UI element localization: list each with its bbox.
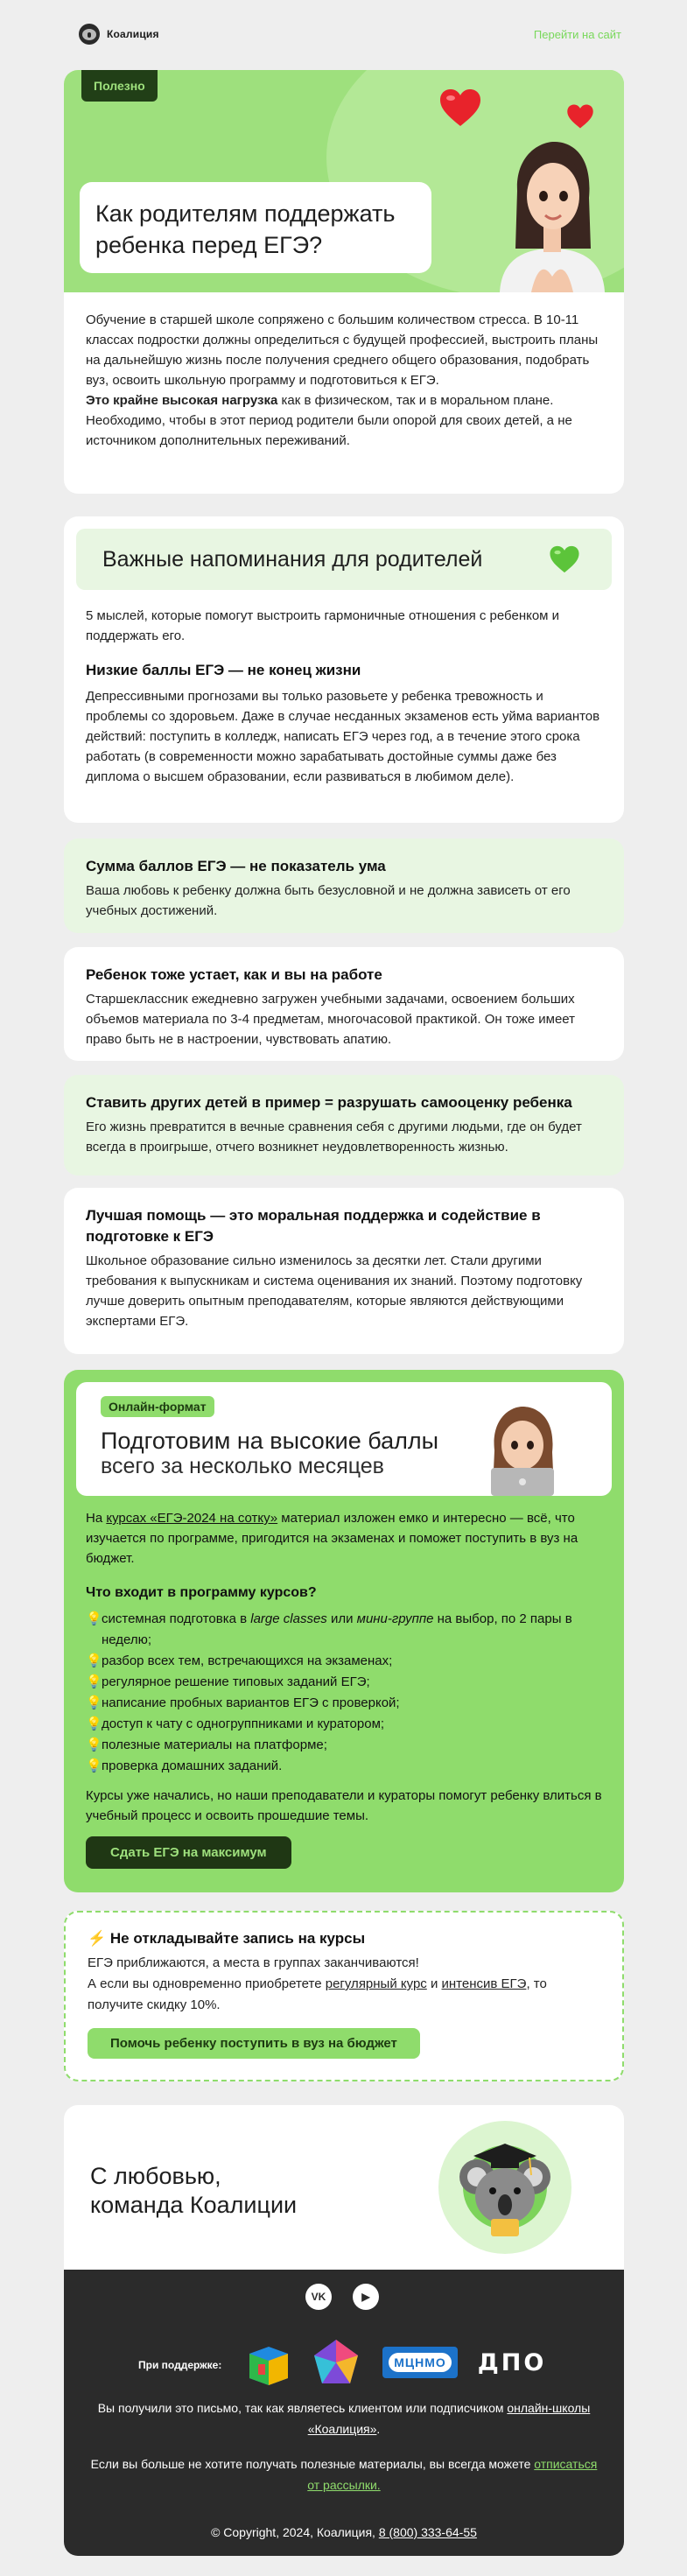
brand[interactable] bbox=[79, 24, 159, 45]
program-item-em-mini: мини-группе bbox=[356, 1611, 434, 1626]
course-banner bbox=[76, 1382, 612, 1496]
signoff-card bbox=[64, 2105, 624, 2270]
load-bold: Это крайне высокая нагрузка bbox=[86, 393, 278, 408]
program-item bbox=[86, 1714, 606, 1735]
reminder-card-3 bbox=[64, 947, 624, 1061]
cube-logo-icon bbox=[242, 2338, 293, 2389]
lightbulb-icon: 💡 bbox=[86, 1716, 102, 1731]
reminder-text-1: Депрессивными прогнозами вы только разовьете у ребенка тревожность и проблемы со здоровьем. Даже в случае несданных экзаменов есть уйма вариантов действий: поступить в колледж, написать ЕГЭ через год, а в течение этого срока работать (в современности можно зарабатывать достойные суммы даже без диплома о высшем образовании, если развиваться в любимом деле). bbox=[86, 689, 600, 784]
take-exam-max-button[interactable]: Сдать ЕГЭ на максимум bbox=[86, 1836, 291, 1869]
support-label: При поддержке: bbox=[138, 2359, 222, 2371]
school-link[interactable]: онлайн-школы «Коалиция» bbox=[307, 2401, 591, 2436]
copyright-text: © Copyright, 2024, Коалиция, bbox=[211, 2525, 379, 2539]
course-intro-post: материал изложен емко и интересно — всё, что изучается по программе, пригодится на экзаменах и поможет поступить в вуз на бюджет. bbox=[86, 1511, 578, 1566]
reminder-text-4: Его жизнь превратится в вечные сравнения себя с другими людьми, где он будет всегда в проигрыше, отчего возникнет неудовлетворенность жизнью. bbox=[86, 1120, 582, 1155]
heart-icon bbox=[438, 88, 482, 128]
dpo-logo: ДПО bbox=[477, 2348, 547, 2376]
reminder-text-3: Старшеклассник ежедневно загружен учебными задачами, освоением больших объемов материала по 3-4 предметам, многочасовой практикой. Он тоже имеет право быть не в настроении, чувствовать апатию. bbox=[86, 992, 576, 1047]
page-title: Как родителям поддержать ребенка перед ЕГЭ? bbox=[95, 200, 396, 258]
program-item bbox=[86, 1735, 606, 1756]
koala-mascot bbox=[438, 2121, 571, 2254]
program-title: Что входит в программу курсов? bbox=[86, 1585, 317, 1600]
hero-body bbox=[64, 292, 624, 451]
pentagon-logo-icon bbox=[311, 2336, 361, 2389]
lightbulb-icon: 💡 bbox=[86, 1653, 102, 1668]
girl-avatar-icon bbox=[491, 138, 613, 292]
program-item-mid: или bbox=[326, 1611, 357, 1626]
program-item bbox=[86, 1672, 606, 1693]
go-to-site-link[interactable]: Перейти на сайт bbox=[533, 27, 621, 41]
enroll-card bbox=[64, 1911, 624, 2081]
course-title: Подготовим на высокие баллы bbox=[101, 1428, 439, 1454]
program-item-text: доступ к чату с одногруппниками и куратором; bbox=[102, 1716, 385, 1731]
vk-icon[interactable]: VK bbox=[305, 2284, 332, 2310]
load-rest: как в физическом, так и в моральном плане. Необходимо, чтобы в этот период родители были опорой для своих детей, а не источником дополнительных переживаний. bbox=[86, 393, 572, 448]
reminders-header bbox=[76, 529, 612, 590]
program-item-text: регулярное решение типовых заданий ЕГЭ; bbox=[102, 1674, 370, 1689]
course-subtitle: всего за несколько месяцев bbox=[101, 1454, 384, 1478]
useful-tag: Полезно bbox=[81, 70, 158, 102]
footer-note-1-post: . bbox=[376, 2422, 381, 2436]
reminder-card-2 bbox=[64, 839, 624, 933]
enroll-line-2-mid: и bbox=[426, 1976, 442, 1991]
program-item-text: разбор всех тем, встречающихся на экзаменах; bbox=[102, 1653, 393, 1668]
enroll-title-row bbox=[88, 1928, 600, 1949]
copyright bbox=[64, 2525, 624, 2539]
reminder-title-2: Сумма баллов ЕГЭ — не показатель ума bbox=[86, 858, 386, 874]
reminder-title-1: Низкие баллы ЕГЭ — не конец жизни bbox=[86, 662, 361, 678]
program-item-text bbox=[102, 1609, 606, 1651]
enroll-line-2-post: , то получите скидку 10%. bbox=[88, 1976, 547, 2012]
lightbulb-icon: 💡 bbox=[86, 1695, 102, 1710]
load-paragraph bbox=[86, 390, 602, 451]
program-item-text: написание пробных вариантов ЕГЭ с проверкой; bbox=[102, 1695, 400, 1710]
course-link[interactable]: курсах «ЕГЭ-2024 на сотку» bbox=[106, 1511, 278, 1526]
program-item-em-large: large classes bbox=[250, 1611, 327, 1626]
lightbulb-icon: 💡 bbox=[86, 1737, 102, 1752]
enroll-title: Не откладывайте запись на курсы bbox=[109, 1930, 366, 1947]
signoff-text bbox=[90, 2162, 297, 2220]
hero-title-box bbox=[80, 182, 431, 273]
top-bar bbox=[79, 21, 621, 47]
footer-note-2 bbox=[90, 2453, 598, 2495]
course-outro: Курсы уже начались, но наши преподаватели и кураторы помогут ребенку влиться в учебный процесс и освоить прошедшие темы. bbox=[86, 1788, 602, 1823]
reminder-title-3: Ребенок тоже устает, как и вы на работе bbox=[86, 966, 382, 983]
lightbulb-icon: 💡 bbox=[86, 1674, 102, 1689]
footer bbox=[64, 2270, 624, 2556]
course-card bbox=[64, 1370, 624, 1892]
enroll-line-2-pre: А если вы одновременно приобретете bbox=[88, 1976, 326, 1991]
reminders-card bbox=[64, 516, 624, 823]
footer-note-1-pre: Вы получили это письмо, так как являетесь клиентом или подписчиком bbox=[97, 2401, 508, 2415]
lightbulb-icon: 💡 bbox=[86, 1611, 102, 1626]
program-item bbox=[86, 1756, 606, 1777]
program-item-text: проверка домашних заданий. bbox=[102, 1758, 283, 1773]
regular-course-link[interactable]: регулярный курс bbox=[325, 1976, 427, 1991]
footer-note-1 bbox=[90, 2397, 598, 2439]
mcnmo-logo bbox=[382, 2347, 458, 2378]
online-format-badge: Онлайн-формат bbox=[101, 1396, 214, 1417]
intro-paragraph: Обучение в старшей школе сопряжено с большим количеством стресса. В 10-11 классах подростки должны определиться с будущей профессией, выстроить планы на дальнейшую жизнь после получения среднего общего образования, подобрать вуз, освоить школьную программу и подготовиться к ЕГЭ. bbox=[86, 312, 599, 388]
footer-note-2-pre: Если вы больше не хотите получать полезные материалы, вы всегда можете bbox=[90, 2457, 535, 2471]
unsubscribe-link[interactable]: отписаться от рассылки. bbox=[307, 2457, 598, 2492]
program-item-text: полезные материалы на платформе; bbox=[102, 1737, 327, 1752]
reminder-card-5 bbox=[64, 1188, 624, 1354]
reminder-text-2: Ваша любовь к ребенку должна быть безусловной и не должна зависеть от его учебных достижений. bbox=[86, 883, 571, 918]
heart-small-icon bbox=[566, 103, 594, 130]
program-item bbox=[86, 1609, 606, 1651]
program-item bbox=[86, 1651, 606, 1672]
enroll-line-2 bbox=[88, 1974, 600, 2016]
mcnmo-logo-text: МЦНМО bbox=[389, 2353, 452, 2372]
program-item bbox=[86, 1693, 606, 1714]
enroll-line-1: ЕГЭ приближаются, а места в группах заканчиваются! bbox=[88, 1955, 419, 1970]
phone-link[interactable]: 8 (800) 333-64-55 bbox=[378, 2525, 477, 2539]
course-body bbox=[86, 1508, 606, 1869]
koala-logo-icon bbox=[79, 24, 100, 45]
help-child-enroll-button[interactable]: Помочь ребенку поступить в вуз на бюджет bbox=[88, 2028, 420, 2059]
brand-name: Коалиция bbox=[107, 28, 159, 40]
reminder-card-4 bbox=[64, 1075, 624, 1176]
girl-laptop-avatar-icon bbox=[479, 1403, 566, 1496]
signoff-line-2: команда Коалиции bbox=[90, 2192, 298, 2218]
reminder-title-4: Ставить других детей в пример = разрушать самооценку ребенка bbox=[86, 1094, 572, 1111]
green-heart-icon bbox=[549, 544, 580, 575]
program-item-post: на выбор, по 2 пары в неделю; bbox=[102, 1611, 572, 1647]
lightbulb-icon: 💡 bbox=[86, 1758, 102, 1773]
reminders-body bbox=[64, 590, 624, 787]
course-intro bbox=[86, 1508, 606, 1569]
youtube-icon[interactable]: ▶ bbox=[353, 2284, 379, 2310]
hero-banner bbox=[64, 70, 624, 292]
course-intro-pre: На bbox=[86, 1511, 107, 1526]
program-item-pre: системная подготовка в bbox=[102, 1611, 251, 1626]
reminder-text-5: Школьное образование сильно изменилось за десятки лет. Стали другими требования к выпускникам и система оценивания их знаний. Поэтому подготовку лучше доверить опытным преподавателям, которые являются действующими экспертами ЕГЭ. bbox=[86, 1253, 583, 1329]
signoff-line-1: С любовью, bbox=[90, 2163, 221, 2189]
reminders-intro: 5 мыслей, которые помогут выстроить гармоничные отношения с ребенком и поддержать его. bbox=[86, 608, 560, 643]
lightning-icon: ⚡ bbox=[88, 1930, 107, 1947]
hero-card bbox=[64, 70, 624, 494]
koala-graduate-icon bbox=[438, 2121, 571, 2254]
reminder-title-5: Лучшая помощь — это моральная поддержка и содействие в подготовке к ЕГЭ bbox=[86, 1207, 541, 1245]
reminders-title: Важные напоминания для родителей bbox=[102, 546, 483, 572]
intensive-link[interactable]: интенсив ЕГЭ bbox=[441, 1976, 527, 1991]
